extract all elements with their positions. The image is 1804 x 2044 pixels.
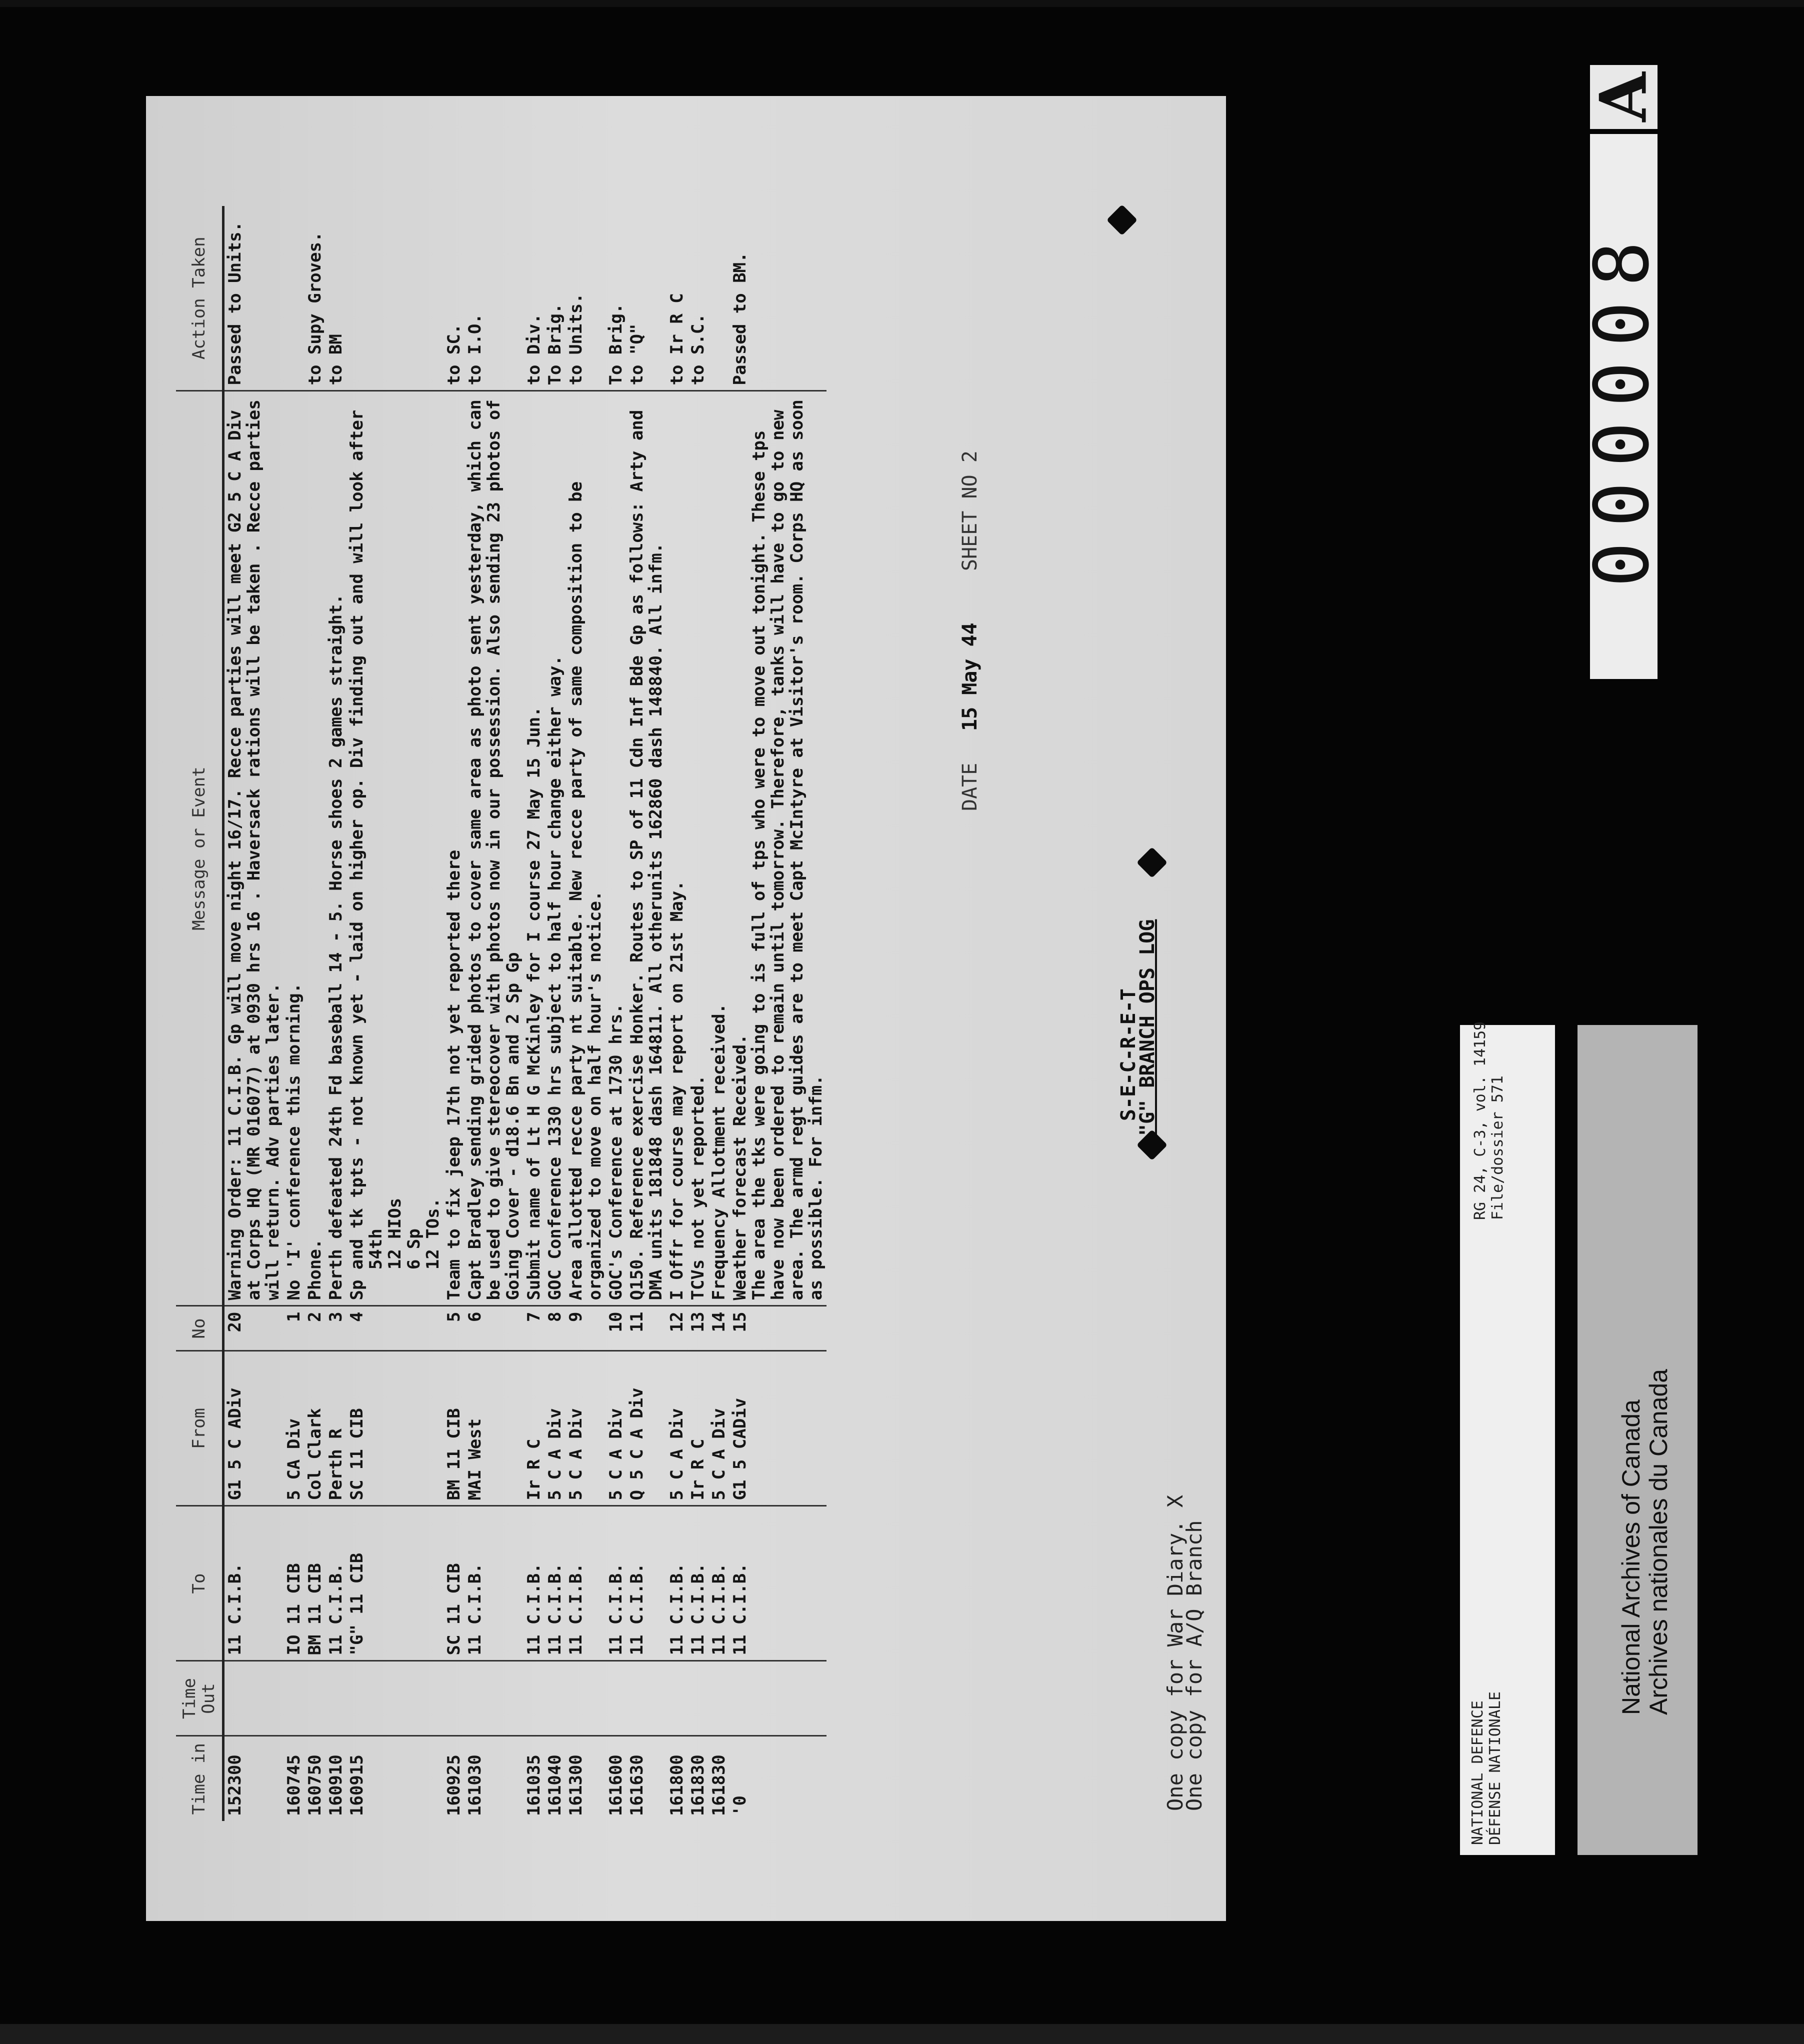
archives-name-fr: Archives nationales du Canada <box>1644 1368 1672 1715</box>
cell-to: 11 C.I.B. <box>708 1506 730 1661</box>
table-row <box>304 206 326 1821</box>
cell-time-in: 161830 <box>688 1754 708 1816</box>
cell-time-out <box>464 1661 524 1736</box>
cell-from: G1 5 CADiv <box>730 1351 826 1506</box>
cell-no: 3 <box>326 1306 346 1351</box>
cell-from: 5 C A Div <box>544 1351 566 1506</box>
cell-time-in: 161035 <box>524 1754 544 1816</box>
cell-time-out <box>626 1661 666 1736</box>
cell-time-out <box>224 1661 284 1736</box>
cell-time-out <box>304 1661 326 1736</box>
table-body <box>224 206 827 1821</box>
cell-time-in: 161630 <box>627 1754 647 1816</box>
dept-name-fr: DÉFENSE NATIONALE <box>1486 1691 1504 1845</box>
cell-no: 1 <box>284 1306 304 1351</box>
cell-action-taken: to Units. <box>566 206 606 391</box>
cell-from: Perth R <box>326 1351 346 1506</box>
cell-time-in: 160925 <box>444 1754 464 1816</box>
copy-note-war-diary: One copy for War Diary. X <box>1163 1494 1188 1811</box>
cell-time-in: 161040 <box>545 1754 565 1816</box>
cell-time-out <box>544 1661 566 1736</box>
cell-to: BM 11 CIB <box>304 1506 326 1661</box>
table-row <box>708 206 730 1821</box>
table-row <box>666 206 688 1821</box>
archives-name-en: National Archives of Canada <box>1617 1400 1645 1715</box>
cell-message: Team to fix jeep 17th not yet reported there <box>444 391 464 1306</box>
ops-log-table <box>176 206 826 1821</box>
cell-to: 11 C.I.B. <box>626 1506 666 1661</box>
cell-time-in: 161800 <box>667 1754 687 1816</box>
cell-to: 11 C.I.B. <box>464 1506 524 1661</box>
cell-message: I Offr for course may report on 21st May. <box>666 391 688 1306</box>
cell-time-out <box>688 1661 708 1736</box>
cell-action-taken: to S.C. <box>688 206 708 391</box>
date-label: DATE <box>958 762 982 811</box>
cell-no: 11 <box>626 1306 666 1351</box>
table-row <box>524 206 544 1821</box>
cell-to: 11 C.I.B. <box>224 1506 284 1661</box>
cell-from: 5 C A Div <box>708 1351 730 1506</box>
file-dossier-ref: File/dossier 571 <box>1489 1076 1506 1220</box>
punch-hole-right <box>1136 847 1168 878</box>
cell-time-out <box>326 1661 346 1736</box>
column-header-no: No <box>176 1306 224 1351</box>
cell-message: Sp and tk tpts - not known yet - laid on higher op. Div finding out and will look after 54th 12 HIOs 6 Sp 12 TOs. <box>346 391 444 1306</box>
cell-time-in: 160745 <box>284 1754 304 1816</box>
table-header-row <box>176 206 224 1821</box>
cell-no: 12 <box>666 1306 688 1351</box>
cell-time-in: 160915 <box>347 1754 367 1816</box>
cell-message: Perth defeated 24th Fd baseball 14 - 5. Horse shoes 2 games straight. <box>326 391 346 1306</box>
cell-time-in: 152300 <box>225 1754 245 1816</box>
table-row <box>346 206 444 1821</box>
cell-to: 11 C.I.B. <box>606 1506 626 1661</box>
cell-message: GOC's Conference at 1730 hrs. <box>606 391 626 1306</box>
cell-to: "G" 11 CIB <box>346 1506 444 1661</box>
cell-from: Q 5 C A Div <box>626 1351 666 1506</box>
cell-no: 14 <box>708 1306 730 1351</box>
frame-letter: A <box>1590 65 1658 129</box>
cell-no: 15 <box>730 1306 826 1351</box>
column-header-to: To <box>176 1506 224 1661</box>
cell-time-out <box>666 1661 688 1736</box>
cell-time-out <box>708 1661 730 1736</box>
cell-message: Phone. <box>304 391 326 1306</box>
cell-action-taken <box>346 206 444 391</box>
column-header-from: From <box>176 1351 224 1506</box>
table-row <box>224 206 284 1821</box>
cell-to: IO 11 CIB <box>284 1506 304 1661</box>
cell-to: SC 11 CIB <box>444 1506 464 1661</box>
table-row <box>730 206 826 1821</box>
cell-time-out <box>730 1661 826 1736</box>
cell-from: G1 5 C ADiv <box>224 1351 284 1506</box>
cell-no: 4 <box>346 1306 444 1351</box>
table-row <box>566 206 606 1821</box>
cell-time-out <box>444 1661 464 1736</box>
cell-no: 6 <box>464 1306 524 1351</box>
cell-message: Warning Order: 11 C.I.B. Gp will move night 16/17. Recce parties will meet G2 5 C A Div at Corps HQ (MR 016077) at 0930 hrs 16 . Haversack rations will be taken . Recce parties will return. Adv parties later. <box>224 391 284 1306</box>
ops-log-sheet <box>146 96 1226 1921</box>
punch-hole-corner <box>1106 204 1138 236</box>
table-row <box>464 206 524 1821</box>
cell-message: TCVs not yet reported. <box>688 391 708 1306</box>
cell-from: SC 11 CIB <box>346 1351 444 1506</box>
cell-from: Ir R C <box>688 1351 708 1506</box>
cell-action-taken: To Brig. <box>544 206 566 391</box>
cell-to: 11 C.I.B. <box>566 1506 606 1661</box>
cell-from: 5 C A Div <box>666 1351 688 1506</box>
cell-action-taken: to Supy Groves. <box>304 206 326 391</box>
column-header-action-taken: Action Taken <box>176 206 224 391</box>
cell-from: Ir R C <box>524 1351 544 1506</box>
cell-time-in: 160750 <box>305 1754 325 1816</box>
table-row <box>444 206 464 1821</box>
cell-no: 13 <box>688 1306 708 1351</box>
cell-action-taken: to "Q" <box>626 206 666 391</box>
cell-no: 9 <box>566 1306 606 1351</box>
cell-action-taken <box>708 206 730 391</box>
ops-log-page <box>146 96 1226 1921</box>
cell-from: 5 C A Div <box>566 1351 606 1506</box>
cell-time-out <box>524 1661 544 1736</box>
cell-time-in: 161830 <box>709 1754 729 1816</box>
column-header-time-in: Time in <box>176 1736 224 1821</box>
film-edge-top <box>0 0 1804 7</box>
cell-time-in: 161300 <box>566 1754 586 1816</box>
cell-no: 7 <box>524 1306 544 1351</box>
cell-time-in: 160910 <box>326 1754 346 1816</box>
table-row <box>326 206 346 1821</box>
cell-message: Submit name of Lt H G McKinley for I course 27 May 15 Jun. <box>524 391 544 1306</box>
date-value: 15 May 44 <box>958 622 982 731</box>
cell-time-out <box>284 1661 304 1736</box>
cell-no: 10 <box>606 1306 626 1351</box>
cell-action-taken: to SC. <box>444 206 464 391</box>
cell-message: Area allotted recce party nt suitable. New recce party of same composition to be organized to move on half hour's notice. <box>566 391 606 1306</box>
frame-number: 000008 <box>1590 134 1658 679</box>
cell-action-taken: to I.O. <box>464 206 524 391</box>
cell-action-taken: Passed to Units. <box>224 206 284 391</box>
cell-message: Frequency Allotment received. <box>708 391 730 1306</box>
column-header-time-out: Time Out <box>176 1661 224 1736</box>
cell-to: 11 C.I.B. <box>666 1506 688 1661</box>
table-row <box>606 206 626 1821</box>
cell-message: GOC Conference 1330 hrs subject to half hour change either way. <box>544 391 566 1306</box>
cell-no: 20 <box>224 1306 284 1351</box>
cell-action-taken: to Ir R C <box>666 206 688 391</box>
column-header-message: Message or Event <box>176 391 224 1306</box>
table-row <box>626 206 666 1821</box>
cell-from: Col Clark <box>304 1351 326 1506</box>
log-title: "G" BRANCH OPS LOG <box>1136 919 1159 1136</box>
cell-to: 11 C.I.B. <box>544 1506 566 1661</box>
cell-from: 5 C A Div <box>606 1351 626 1506</box>
cell-message: No 'I' conference this morning. <box>284 391 304 1306</box>
cell-message: Capt Bradley sending grided photos to cover same area as photo sent yesterday, which can be used to give stereocover with photos now in our possession. Also sending 23 photos of Going Cover - d18.6 Bn and 2 Sp Gp <box>464 391 524 1306</box>
cell-no: 5 <box>444 1306 464 1351</box>
cell-to: 11 C.I.B. <box>326 1506 346 1661</box>
dept-name-en: NATIONAL DEFENCE <box>1469 1700 1486 1845</box>
cell-time-in: 161030 <box>465 1754 485 1816</box>
record-group-ref: RG 24, C-3, vol. 14159 <box>1472 1021 1489 1220</box>
cell-from: BM 11 CIB <box>444 1351 464 1506</box>
cell-time-out <box>606 1661 626 1736</box>
sheet-number: SHEET NO 2 <box>958 450 982 571</box>
table-row <box>284 206 304 1821</box>
cell-action-taken <box>284 206 304 391</box>
cell-action-taken: to BM <box>326 206 346 391</box>
cell-from: 5 CA Div <box>284 1351 304 1506</box>
table-row <box>544 206 566 1821</box>
cell-message: Q150. Reference exercise Honker. Routes to SP of 11 Cdn Inf Bde Gp as follows: Arty and DMA units 181848 dash 164811. All otherunits 162860 dash 148840. All infm. <box>626 391 666 1306</box>
table-row <box>688 206 708 1821</box>
film-edge-bottom <box>0 2024 1804 2044</box>
cell-to: 11 C.I.B. <box>688 1506 708 1661</box>
cell-message: Weather forecast Received. The area the tks were going to is full of tps who were to move out tonight. These tps have now been ordered to remain until tomorrow. Therefore, tanks will have to go to new area. The armd regt guides are to meet Capt McIntyre at Visitor's room. Corps HQ as soon as possible. For infm. <box>730 391 826 1306</box>
cell-time-in: '0 <box>730 1796 750 1816</box>
cell-to: 11 C.I.B. <box>524 1506 544 1661</box>
cell-no: 8 <box>544 1306 566 1351</box>
cell-to: 11 C.I.B. <box>730 1506 826 1661</box>
cell-action-taken: To Brig. <box>606 206 626 391</box>
cell-time-out <box>346 1661 444 1736</box>
cell-no: 2 <box>304 1306 326 1351</box>
cell-time-out <box>566 1661 606 1736</box>
cell-from: MAI West <box>464 1351 524 1506</box>
cell-action-taken: to Div. <box>524 206 544 391</box>
copy-note-aq-branch: One copy for A/Q Branch <box>1182 1520 1206 1811</box>
cell-time-in: 161600 <box>606 1754 626 1816</box>
cell-action-taken: Passed to BM. <box>730 206 826 391</box>
log-security-classification: S-E-C-R-E-T <box>1117 988 1140 1121</box>
